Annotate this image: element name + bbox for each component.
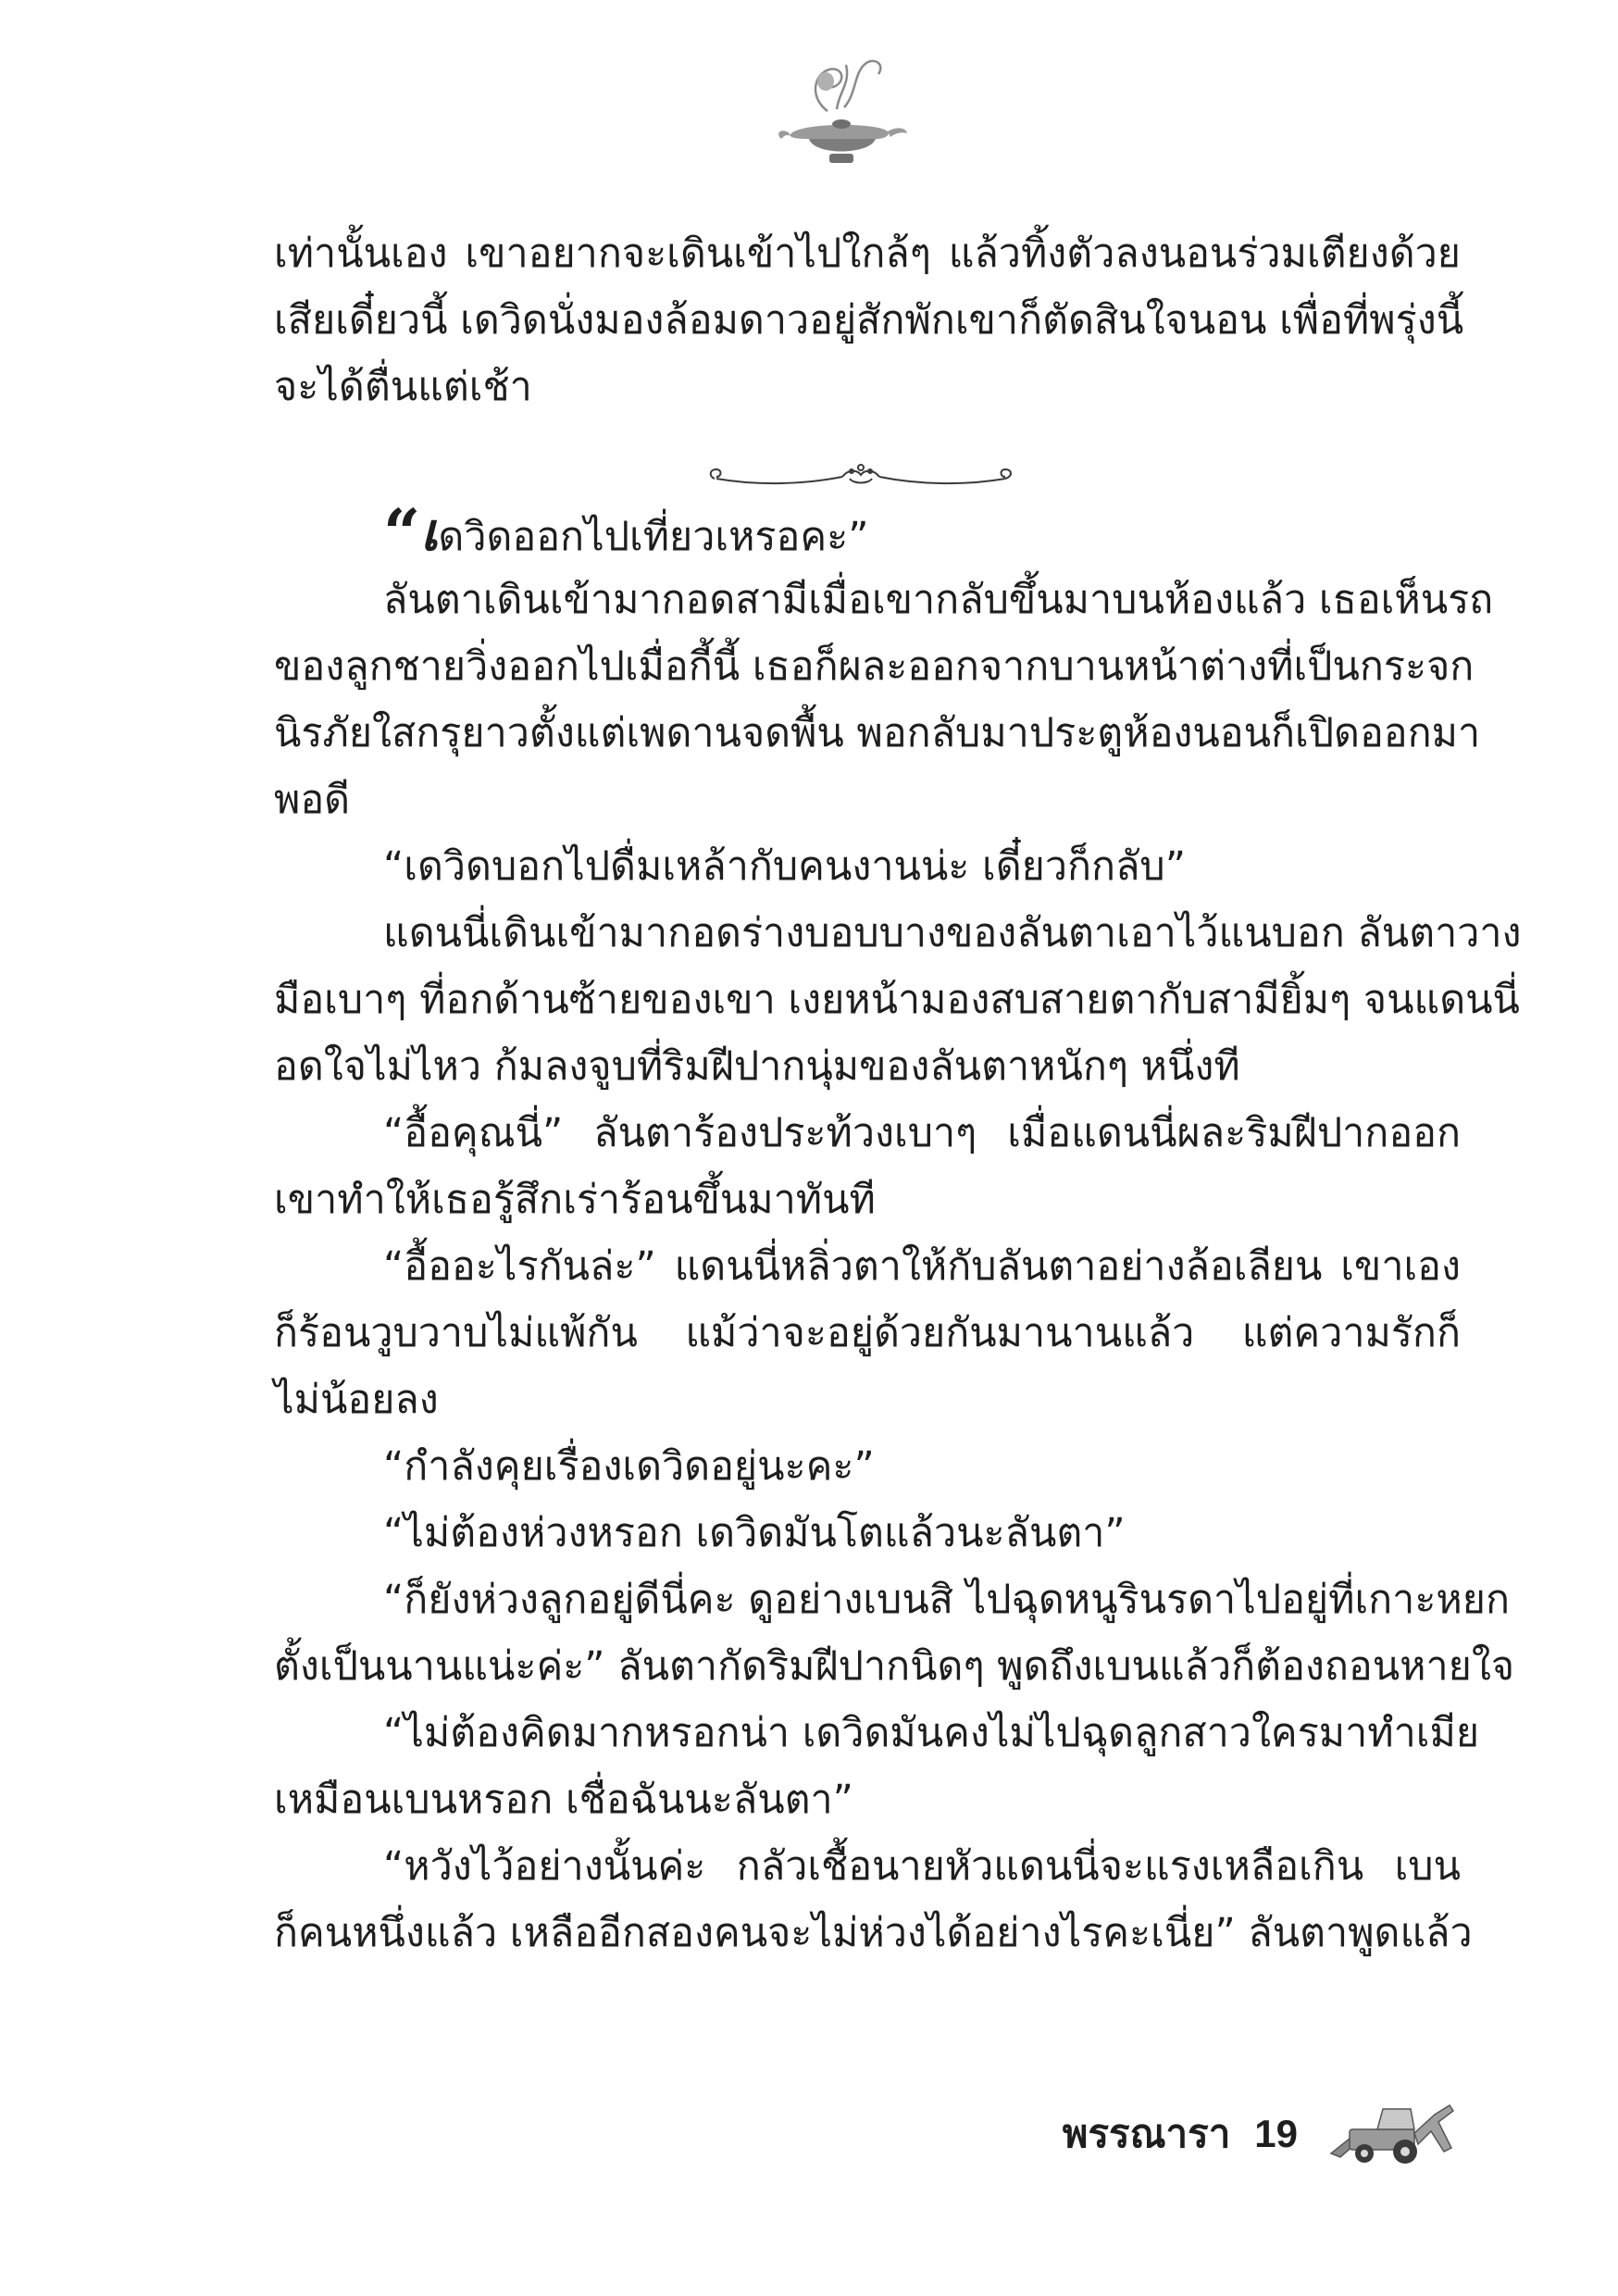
paragraph bbox=[274, 833, 1461, 900]
text-line: ของลูกชายวิ่งออกไปเมื่อกี้นี้ เธอก็ผละออกจากบานหน้าต่างที่เป็นกระจก bbox=[274, 643, 1475, 690]
text-line: เสียเดี๋ยวนี้ เดวิดนั่งมองล้อมดาวอยู่สักพักเขาก็ตัดสินใจนอน เพื่อที่พรุ่งนี้ bbox=[274, 297, 1464, 343]
text-line: เหมือนเบนหรอก เชื่อฉันนะลันตา” bbox=[274, 1777, 853, 1823]
text-line: “หวังไว้อย่างนั้นค่ะ กลัวเชื้อนายหัวแดนนี่จะแรงเหลือเกิน เบน bbox=[383, 1843, 1461, 1890]
drop-letter: เ bbox=[420, 503, 439, 563]
text-line: ตั้งเป็นนานแน่ะค่ะ” ลันตากัดริมฝีปากนิดๆ พูดถึงเบนแล้วก็ต้องถอนหายใจ bbox=[274, 1643, 1515, 1690]
page-footer bbox=[1063, 2102, 1461, 2166]
top-paragraph bbox=[274, 220, 1464, 420]
book-title: พรรณารา bbox=[1062, 2111, 1231, 2156]
text-line: มือเบาๆ ที่อกด้านซ้ายของเขา เงยหน้ามองสบสายตากับสามียิ้มๆ จนแดนนี่ bbox=[274, 977, 1520, 1023]
text-line: “ก็ยังห่วงลูกอยู่ดีนี่คะ ดูอย่างเบนสิ ไปฉุดหนูรินรดาไปอยู่ที่เกาะหยก bbox=[383, 1577, 1510, 1623]
text-line: นิรภัยใสกรุยาวตั้งแต่เพดานจดพื้น พอกลับมาประตูห้องนอนก็เปิดออกมา bbox=[274, 710, 1481, 756]
text-line: จะได้ตื่นแต่เช้า bbox=[274, 364, 532, 410]
paragraph bbox=[274, 1833, 1473, 1966]
section-divider-icon bbox=[703, 458, 1018, 495]
text-line: “ไม่ต้องคิดมากหรอกน่า เดวิดมันคงไม่ไปฉุดลูกสาวใครมาทำเมีย bbox=[383, 1710, 1480, 1756]
text-line: แดนนี่เดินเข้ามากอดร่างบอบบางของลันตาเอาไว้แนบอก ลันตาวาง bbox=[383, 910, 1522, 956]
text-line: เขาทำให้เธอรู้สึกเร่าร้อนขึ้นมาทันที bbox=[274, 1177, 876, 1223]
paragraph bbox=[274, 1100, 1461, 1233]
page-number: 19 bbox=[1254, 2112, 1298, 2155]
text-line: ก็ร้อนวูบวาบไม่แพ้กัน แม้ว่าจะอยู่ด้วยกันมานานแล้ว แต่ความรักก็ bbox=[274, 1310, 1461, 1356]
paragraph bbox=[274, 1433, 1461, 1500]
text-line: “ไม่ต้องห่วงหรอก เดวิดมันโตแล้วนะลันตา” bbox=[383, 1510, 1126, 1556]
paragraph bbox=[274, 567, 1494, 833]
paragraph bbox=[274, 1700, 1480, 1833]
lamp-ornament-icon bbox=[772, 46, 911, 171]
paragraph bbox=[274, 1500, 1461, 1566]
paragraph bbox=[274, 1233, 1461, 1433]
text-line: “อื้อคุณนี่” ลันตาร้องประท้วงเบาๆ เมื่อแดนนี่ผละริมฝีปากออก bbox=[383, 1110, 1461, 1156]
text-line: เท่านั้นเอง เขาอยากจะเดินเข้าไปใกล้ๆ แล้วทิ้งตัวลงนอนร่วมเตียงด้วย bbox=[274, 231, 1461, 277]
opening-quote-mark: “ bbox=[383, 494, 421, 571]
body-text bbox=[274, 567, 1522, 1966]
backhoe-icon bbox=[1322, 2102, 1461, 2166]
text-line: “กำลังคุยเรื่องเดวิดอยู่นะคะ” bbox=[383, 1443, 875, 1490]
paragraph bbox=[274, 1566, 1515, 1700]
text-line: ลันตาเดินเข้ามากอดสามีเมื่อเขากลับขึ้นมาบนห้องแล้ว เธอเห็นรถ bbox=[383, 577, 1494, 623]
text-line: ไม่น้อยลง bbox=[274, 1377, 439, 1423]
opening-text: ดวิดออกไปเที่ยวเหรอคะ” bbox=[438, 514, 869, 560]
text-line: ก็คนหนึ่งแล้ว เหลืออีกสองคนจะไม่ห่วงได้อย่างไรคะเนี่ย” ลันตาพูดแล้ว bbox=[274, 1910, 1473, 1956]
text-line: “อื้ออะไรกันล่ะ” แดนนี่หลิ่วตาให้กับลันตาอย่างล้อเลียน เขาเอง bbox=[383, 1243, 1461, 1290]
paragraph bbox=[274, 900, 1522, 1100]
opening-line bbox=[383, 494, 869, 571]
text-line: “เดวิดบอกไปดื่มเหล้ากับคนงานน่ะ เดี๋ยวก็กลับ” bbox=[383, 843, 1186, 890]
text-line: พอดี bbox=[274, 777, 351, 823]
text-line: อดใจไม่ไหว ก้มลงจูบที่ริมฝีปากนุ่มของลันตาหนักๆ หนึ่งที bbox=[274, 1043, 1240, 1090]
